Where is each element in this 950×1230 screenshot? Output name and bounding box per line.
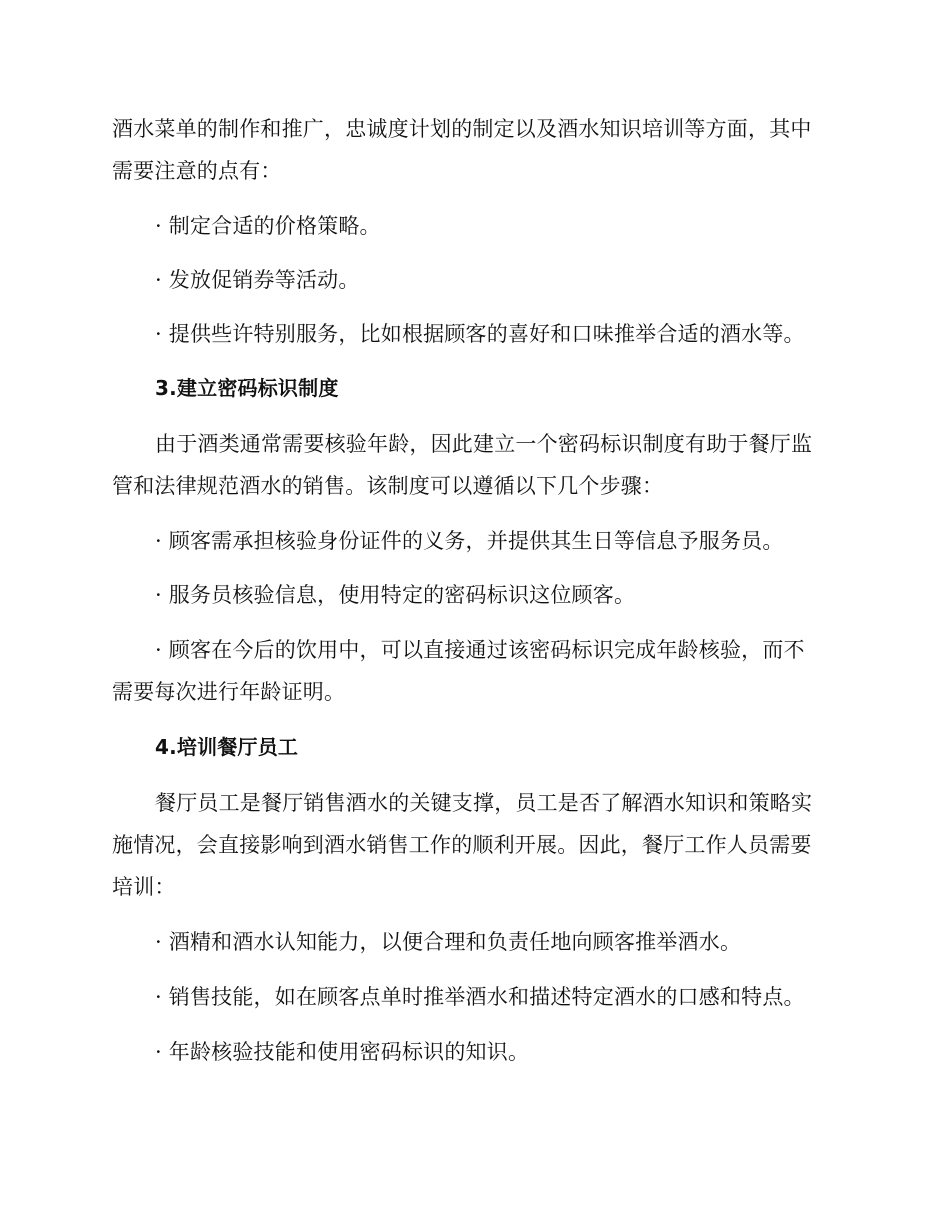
- bullet-item: · 顾客需承担核验身份证件的义务，并提供其生日等信息予服务员。: [155, 529, 784, 553]
- section-heading: 4.培训餐厅员工: [155, 735, 299, 759]
- bullet-item-continuation: 需要每次进行年龄证明。: [112, 680, 346, 704]
- intro-text-line: 需要注意的点有：: [112, 159, 282, 183]
- paragraph-line: 餐厅员工是餐厅销售酒水的关键支撑，员工是否了解酒水知识和策略实: [155, 791, 813, 815]
- paragraph-line: 施情况，会直接影响到酒水销售工作的顺利开展。因此，餐厅工作人员需要: [112, 833, 812, 857]
- bullet-item: · 酒精和酒水认知能力，以便合理和负责任地向顾客推举酒水。: [155, 930, 742, 954]
- intro-text-line: 酒水菜单的制作和推广，忠诚度计划的制定以及酒水知识培训等方面，其中: [112, 117, 812, 141]
- bullet-item: · 顾客在今后的饮用中，可以直接通过该密码标识完成年龄核验，而不: [155, 638, 805, 662]
- bullet-item: · 发放促销券等活动。: [155, 268, 360, 292]
- paragraph-line: 培训：: [112, 875, 176, 899]
- paragraph-line: 管和法律规范酒水的销售。该制度可以遵循以下几个步骤：: [112, 474, 664, 498]
- bullet-item: · 制定合适的价格策略。: [155, 214, 381, 238]
- paragraph-line: 由于酒类通常需要核验年龄，因此建立一个密码标识制度有助于餐厅监: [155, 432, 813, 456]
- bullet-item: · 提供些许特别服务，比如根据顾客的喜好和口味推举合适的酒水等。: [155, 322, 805, 346]
- bullet-item: · 销售技能，如在顾客点单时推举酒水和描述特定酒水的口感和特点。: [155, 985, 805, 1009]
- bullet-item: · 年龄核验技能和使用密码标识的知识。: [155, 1040, 530, 1064]
- section-heading: 3.建立密码标识制度: [155, 376, 339, 400]
- bullet-item: · 服务员核验信息，使用特定的密码标识这位顾客。: [155, 583, 636, 607]
